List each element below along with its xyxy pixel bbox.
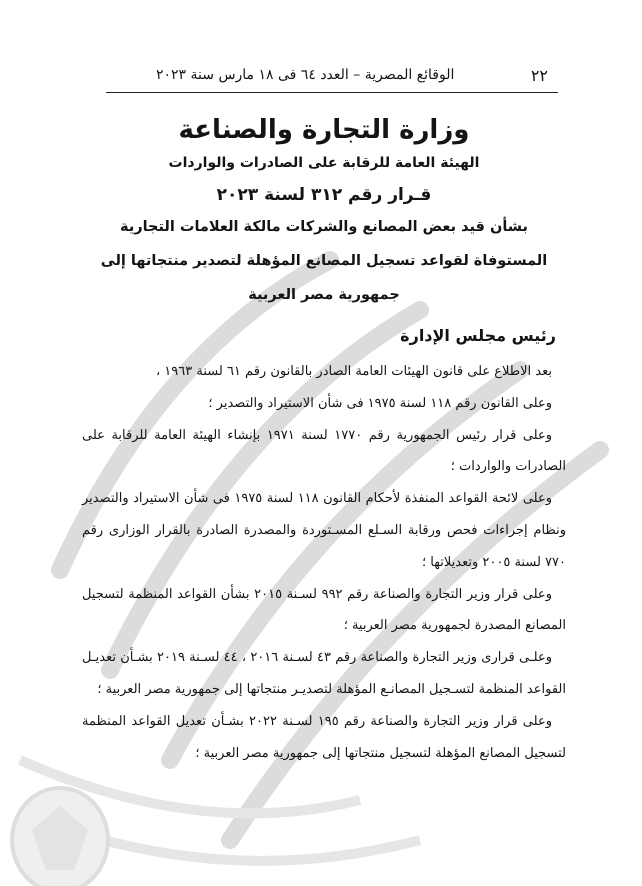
ministry-title: وزارة التجارة والصناعة <box>178 115 470 145</box>
preamble-paragraph: وعلى قرار وزير التجارة والصناعة رقم ١٩٥ لسـنة ٢٠٢٢ بشـأن تعديل القواعد المنظمة لتسجيل المصانع المؤهلة لتسجيل منتجاتها إلى جمهورية مصر العربية ؛ <box>82 713 566 761</box>
decree-subject-line: جمهورية مصر العربية <box>248 287 400 303</box>
page-number: ٢٢ <box>530 66 548 85</box>
decree-preamble <box>82 356 566 769</box>
preamble-paragraph: وعلى قرار رئيس الجمهورية رقم ١٧٧٠ لسنة ١٩٧١ بإنشاء الهيئة العامة للرقابة على الصادرات والواردات ؛ <box>82 427 566 475</box>
preamble-paragraph: وعلى قرار وزير التجارة والصناعة رقم ٩٩٢ لسـنة ٢٠١٥ بشأن القواعد المنظمة لتسجيل المصانع المصدرة لجمهورية مصر العربية ؛ <box>82 586 566 634</box>
decree-heading <box>84 112 564 312</box>
decree-subject-line: المستوفاة لقواعد تسجيل المصانع المؤهلة لتصدير منتجاتها إلى <box>100 253 548 269</box>
authority-name: الهيئة العامة للرقابة على الصادرات والواردات <box>168 155 480 171</box>
eagle-emblem-icon <box>12 788 108 886</box>
decree-subject-line: بشأن قيد بعض المصانع والشركات مالكة العلامات التجارية <box>120 219 528 235</box>
preamble-paragraph: بعد الاطلاع على قانون الهيئات العامة الصادر بالقانون رقم ٦١ لسنة ١٩٦٣ ، <box>155 364 552 379</box>
preamble-paragraph: وعلى القانون رقم ١١٨ لسنة ١٩٧٥ فى شأن الاستيراد والتصدير ؛ <box>208 395 552 411</box>
preamble-paragraph: وعلى لائحة القواعد المنفذة لأحكام القانون ١١٨ لسنة ١٩٧٥ فى شأن الاستيراد والتصدير ونظام إجراءات فحص ورقابة السـلع المسـتوردة والمصدرة الصادرة بالقرار الوزارى رقم ٧٧٠ لسنة ٢٠٠٥ وتعديلاتها ؛ <box>82 491 566 570</box>
decree-number: قـرار رقم ٣١٢ لسنة ٢٠٢٣ <box>216 185 432 205</box>
preamble-paragraph: وعلـى قرارى وزير التجارة والصناعة رقم ٤٣ لسـنة ٢٠١٦ ، ٤٤ لسـنة ٢٠١٩ بشـأن تعديـل القواعد المنظمة لتسـجيل المصانـع المؤهلة لتصديـر منتجاتها إلى جمهورية مصر العربية ؛ <box>82 650 566 697</box>
gazette-header <box>106 66 558 93</box>
publication-title: الوقائع المصرية – العدد ٦٤ فى ١٨ مارس سنة ٢٠٢٣ <box>156 67 455 83</box>
president-title: رئيس مجلس الإدارة <box>400 326 556 345</box>
